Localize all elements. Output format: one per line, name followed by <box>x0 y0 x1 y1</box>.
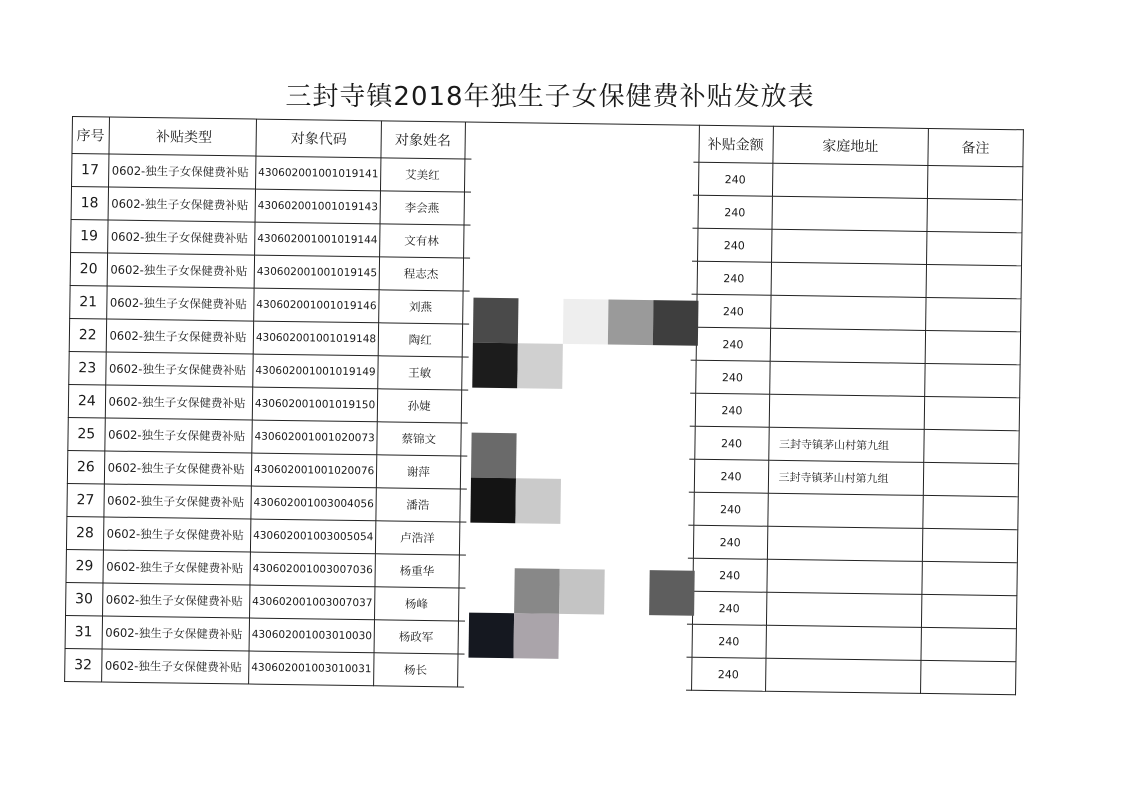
row-subsidy-type: 0602-独生子女保健费补贴 <box>102 616 250 651</box>
row-amount: 240 <box>696 294 771 328</box>
row-amount: 240 <box>693 525 768 559</box>
row-subsidy-type: 0602-独生子女保健费补贴 <box>108 154 256 189</box>
redaction-pixel <box>559 569 605 615</box>
row-number: 28 <box>66 516 103 550</box>
row-object-name: 杨政军 <box>374 620 458 654</box>
row-note <box>926 231 1022 265</box>
row-note <box>920 660 1016 694</box>
row-note <box>924 363 1020 397</box>
row-amount: 240 <box>697 228 772 262</box>
row-subsidy-type: 0602-独生子女保健费补贴 <box>103 517 251 552</box>
row-address <box>770 295 926 330</box>
row-amount: 240 <box>692 558 767 592</box>
row-subsidy-type: 0602-独生子女保健费补贴 <box>107 253 255 288</box>
row-object-code: 430602001001019150 <box>252 387 377 422</box>
redaction-pixel <box>608 300 654 346</box>
row-object-name: 蔡锦文 <box>377 422 461 456</box>
row-number: 23 <box>69 351 106 385</box>
row-note <box>921 594 1017 628</box>
row-number: 26 <box>67 450 104 484</box>
row-number: 31 <box>65 615 102 649</box>
row-object-code: 430602001003007037 <box>250 585 375 620</box>
row-number: 17 <box>72 154 109 188</box>
document-title: 三封寺镇2018年独生子女保健费补贴发放表 <box>285 82 815 112</box>
row-subsidy-type: 0602-独生子女保健费补贴 <box>104 451 252 486</box>
row-note <box>927 198 1023 232</box>
row-subsidy-type: 0602-独生子女保健费补贴 <box>107 220 255 255</box>
row-object-code: 430602001001019146 <box>254 288 379 323</box>
row-number: 22 <box>69 318 106 352</box>
row-address <box>769 361 925 396</box>
redaction-pixel <box>513 613 559 659</box>
header-amount: 补贴金额 <box>698 125 773 163</box>
row-amount: 240 <box>697 261 772 295</box>
redaction-pixel <box>472 343 518 389</box>
row-address <box>767 526 923 561</box>
row-subsidy-type: 0602-独生子女保健费补贴 <box>101 649 249 684</box>
row-object-code: 430602001001019148 <box>253 321 378 356</box>
row-object-code: 430602001001019143 <box>255 189 380 224</box>
header-address: 家庭地址 <box>772 126 928 165</box>
redaction-pixel <box>473 298 519 344</box>
row-subsidy-type: 0602-独生子女保健费补贴 <box>103 484 251 519</box>
row-subsidy-type: 0602-独生子女保健费补贴 <box>103 550 251 585</box>
row-object-code: 430602001003010030 <box>249 618 374 653</box>
row-number: 21 <box>70 285 107 319</box>
row-object-code: 430602001003010031 <box>249 651 374 686</box>
row-amount: 240 <box>695 393 770 427</box>
row-subsidy-type: 0602-独生子女保健费补贴 <box>108 187 256 222</box>
row-object-code: 430602001001019144 <box>255 222 380 257</box>
row-address <box>769 394 925 429</box>
row-address: 三封寺镇茅山村第九组 <box>768 427 924 462</box>
row-subsidy-type: 0602-独生子女保健费补贴 <box>104 418 252 453</box>
row-object-code: 430602001001019145 <box>254 255 379 290</box>
row-object-code: 430602001001019149 <box>253 354 378 389</box>
header-name: 对象姓名 <box>381 121 465 159</box>
row-address <box>766 592 922 627</box>
redaction-pixel <box>653 300 699 346</box>
row-object-name: 杨重华 <box>375 554 459 588</box>
row-object-name: 谢萍 <box>376 455 460 489</box>
row-object-code: 430602001003004056 <box>251 486 376 521</box>
row-number: 24 <box>68 384 105 418</box>
row-object-code: 430602001001019141 <box>256 156 381 191</box>
row-object-name: 李会燕 <box>380 191 464 225</box>
row-object-name: 程志杰 <box>379 257 463 291</box>
row-address <box>771 229 927 264</box>
row-object-name: 孙婕 <box>377 389 461 423</box>
row-address <box>766 559 922 594</box>
row-subsidy-type: 0602-独生子女保健费补贴 <box>105 385 253 420</box>
row-object-name: 艾美红 <box>380 158 464 192</box>
row-address <box>772 196 928 231</box>
row-note <box>922 561 1018 595</box>
row-note <box>922 495 1018 529</box>
row-object-name: 潘浩 <box>376 488 460 522</box>
row-amount: 240 <box>692 591 767 625</box>
redaction-pixel <box>515 478 561 524</box>
row-address <box>766 625 922 660</box>
row-address <box>771 262 927 297</box>
row-amount: 240 <box>694 426 769 460</box>
row-object-name: 王敏 <box>378 356 462 390</box>
row-object-code: 430602001001020073 <box>252 420 377 455</box>
row-number: 30 <box>66 582 103 616</box>
row-note <box>925 330 1021 364</box>
row-amount: 240 <box>693 492 768 526</box>
row-number: 32 <box>65 648 102 682</box>
row-object-name: 陶红 <box>378 323 462 357</box>
row-number: 29 <box>66 549 103 583</box>
redaction-pixel <box>470 478 516 524</box>
row-object-code: 430602001001020076 <box>252 453 377 488</box>
redaction-pixel <box>468 613 514 659</box>
row-address <box>767 493 923 528</box>
row-amount: 240 <box>696 327 771 361</box>
header-no: 序号 <box>72 117 109 155</box>
subsidy-table-sheet <box>64 116 1024 729</box>
row-number: 19 <box>71 219 108 253</box>
row-number: 18 <box>71 187 108 221</box>
row-note <box>927 165 1023 199</box>
row-subsidy-type: 0602-独生子女保健费补贴 <box>105 352 253 387</box>
row-address: 三封寺镇茅山村第九组 <box>768 460 924 495</box>
row-note <box>925 297 1021 331</box>
row-number: 25 <box>68 417 105 451</box>
row-amount: 240 <box>695 360 770 394</box>
row-object-code: 430602001003007036 <box>250 552 375 587</box>
row-amount: 240 <box>692 624 767 658</box>
row-object-name: 文有林 <box>380 224 464 258</box>
row-amount: 240 <box>691 657 766 691</box>
row-address <box>772 163 928 198</box>
header-note: 备注 <box>928 128 1024 166</box>
row-amount: 240 <box>698 195 773 229</box>
row-object-name: 杨长 <box>374 653 458 687</box>
redaction-pixel <box>517 343 563 389</box>
row-note <box>923 462 1019 496</box>
header-type: 补贴类型 <box>109 117 257 156</box>
row-amount: 240 <box>698 162 773 196</box>
row-object-name: 卢浩洋 <box>375 521 459 555</box>
redaction-pixel <box>649 570 695 616</box>
row-number: 27 <box>67 483 104 517</box>
redaction-pixel <box>514 568 560 614</box>
redaction-pixel <box>563 299 609 345</box>
row-object-code: 430602001003005054 <box>251 519 376 554</box>
row-note <box>922 528 1018 562</box>
row-subsidy-type: 0602-独生子女保健费补贴 <box>102 583 250 618</box>
row-address <box>765 658 921 693</box>
row-object-name: 杨峰 <box>374 587 458 621</box>
row-note <box>923 429 1019 463</box>
row-amount: 240 <box>694 459 769 493</box>
row-note <box>924 396 1020 430</box>
row-note <box>921 627 1017 661</box>
row-address <box>770 328 926 363</box>
redaction-pixel <box>471 433 517 479</box>
row-subsidy-type: 0602-独生子女保健费补贴 <box>106 286 254 321</box>
header-code: 对象代码 <box>256 119 381 158</box>
row-subsidy-type: 0602-独生子女保健费补贴 <box>106 319 254 354</box>
row-note <box>926 264 1022 298</box>
row-number: 20 <box>70 252 107 286</box>
row-object-name: 刘燕 <box>379 290 463 324</box>
